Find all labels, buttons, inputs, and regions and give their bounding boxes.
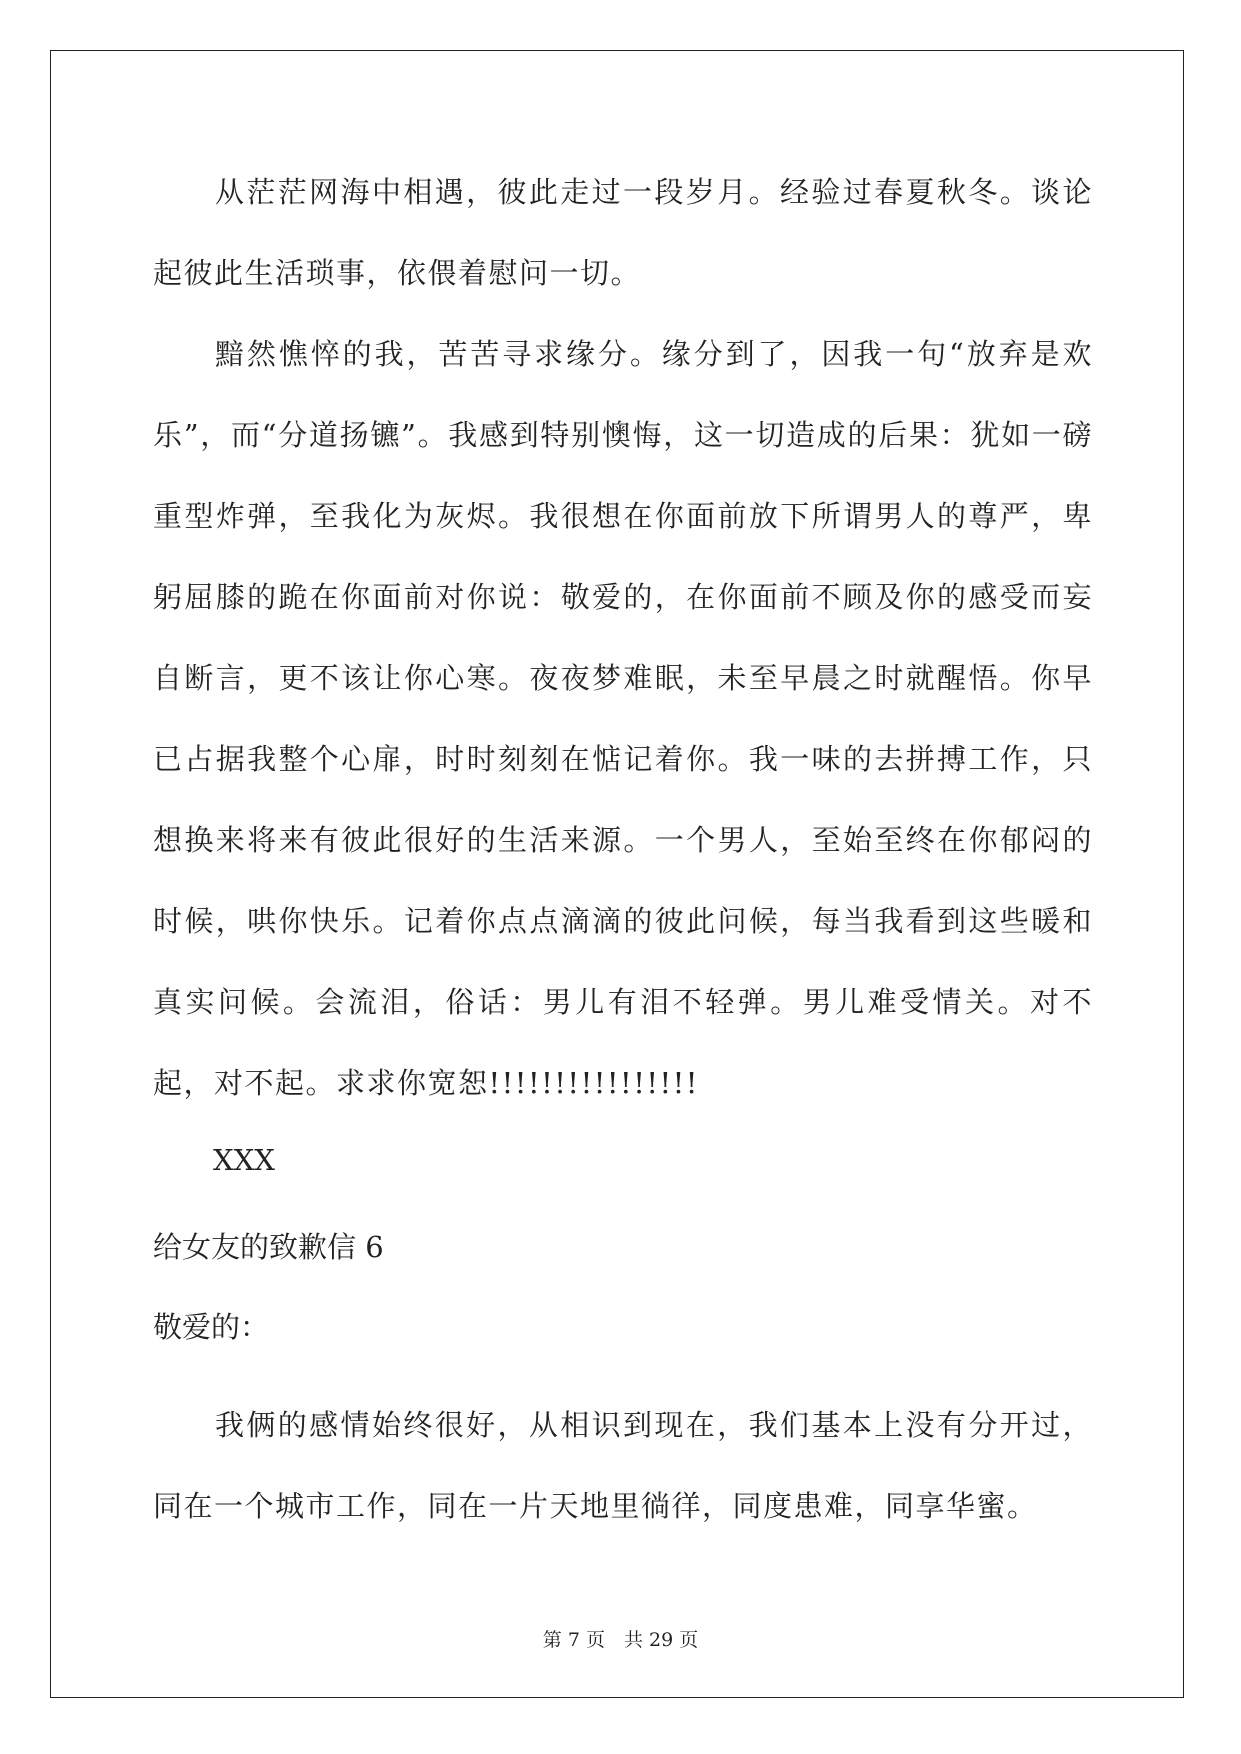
signature: XXX xyxy=(213,1143,275,1177)
letter-body xyxy=(153,152,1093,1124)
paragraph-3: 我俩的感情始终很好，从相识到现在，我们基本上没有分开过，同在一个城市工作，同在一片天地里徜徉，同度患难，同享华蜜。 xyxy=(153,1408,1093,1523)
page-number: 第 7 页 共 29 页 xyxy=(542,1629,699,1651)
paragraph-2: 黯然憔悴的我，苦苦寻求缘分。缘分到了，因我一句“放弃是欢乐”，而“分道扬镳”。我感到特别懊悔，这一切造成的后果：犹如一磅重型炸弹，至我化为灰烬。我很想在你面前放下所谓男人的尊严，卑躬屈膝的跪在你面前对你说：敬爱的，在你面前不顾及你的感受而妄自断言，更不该让你心寒。夜夜梦难眠，未至早晨之时就醒悟。你早已占据我整个心扉，时时刻刻在惦记着你。我一味的去拼搏工作，只想换来将来有彼此很好的生活来源。一个男人，至始至终在你郁闷的时候，哄你快乐。记着你点点滴滴的彼此问候，每当我看到这些暖和真实问候。会流泪，俗话：男儿有泪不轻弹。男儿难受情关。对不起，对不起。求求你宽恕!!!!!!!!!!!!!!!! xyxy=(153,337,1093,1100)
greeting: 敬爱的： xyxy=(153,1310,270,1344)
paragraph-1: 从茫茫网海中相遇，彼此走过一段岁月。经验过春夏秋冬。谈论起彼此生活琐事，依偎着慰问一切。 xyxy=(153,175,1093,290)
section-title: 给女友的致歉信 6 xyxy=(153,1230,384,1264)
letter-body-2 xyxy=(153,1385,1093,1547)
